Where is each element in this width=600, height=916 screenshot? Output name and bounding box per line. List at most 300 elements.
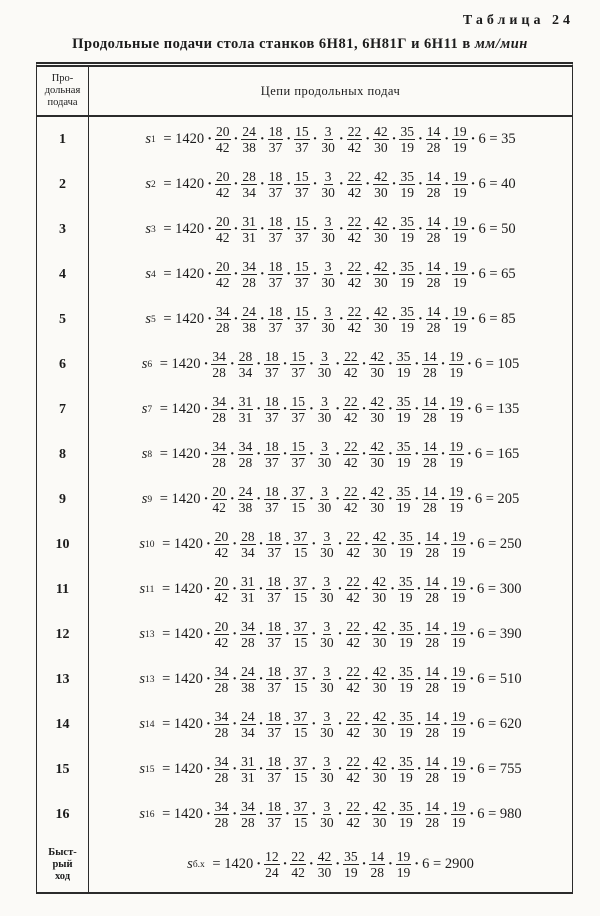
multiplication-dot: · (308, 446, 314, 462)
formula-text: = 1420 (159, 131, 205, 147)
fraction-numerator: 3 (321, 349, 328, 364)
fraction-numerator: 14 (425, 664, 440, 679)
multiplication-dot: · (229, 401, 235, 417)
gear-ratio-fraction (264, 349, 280, 380)
fraction-numerator: 3 (323, 799, 331, 814)
multiplication-dot: · (444, 311, 450, 327)
fraction-denominator: 19 (453, 320, 467, 335)
gear-ratio-fraction (369, 484, 385, 515)
gear-ratio-fraction (396, 394, 412, 425)
multiplication-dot: · (467, 446, 472, 462)
fraction-numerator: 28 (242, 169, 256, 184)
multiplication-dot: · (440, 356, 446, 372)
fraction-numerator: 22 (347, 304, 362, 319)
fraction-numerator: 20 (216, 259, 230, 274)
multiplication-dot: · (203, 356, 209, 372)
fraction-denominator: 28 (425, 635, 440, 650)
fraction-denominator: 34 (242, 185, 256, 200)
fraction-denominator: 37 (267, 680, 281, 695)
fraction-denominator: 28 (425, 590, 439, 605)
fraction-numerator: 37 (293, 529, 308, 544)
fraction-numerator: 31 (238, 394, 253, 409)
gear-ratio-fraction (214, 709, 230, 740)
gear-ratio-fraction (240, 574, 256, 605)
fraction-denominator: 28 (425, 545, 440, 560)
gear-ratio-fraction (293, 619, 309, 650)
fraction-denominator: 42 (346, 725, 360, 740)
gear-ratio-fraction (290, 349, 306, 380)
fraction-numerator: 19 (451, 799, 466, 814)
multiplication-dot: · (207, 266, 213, 282)
fraction-denominator: 37 (268, 140, 283, 155)
gear-ratio-fraction (241, 304, 257, 335)
fraction-denominator: 31 (238, 410, 253, 425)
gear-ratio-fraction (425, 619, 441, 650)
multiplication-dot: · (443, 806, 448, 822)
multiplication-dot: · (364, 761, 369, 777)
fraction-numerator: 19 (453, 259, 467, 274)
fraction-denominator: 19 (451, 590, 466, 605)
gear-ratio-fraction (319, 709, 335, 740)
multiplication-dot: · (312, 131, 318, 147)
fraction-numerator: 14 (426, 169, 441, 184)
fraction-denominator: 30 (321, 230, 335, 245)
multiplication-dot: · (338, 176, 344, 192)
fraction-numerator: 18 (267, 619, 281, 634)
column-header-feed-line: Про- (51, 73, 74, 84)
multiplication-dot: · (364, 536, 369, 552)
feed-chain-formula: s 1 = 1420 · $\frac{20}{42}$ · $\frac{24}{38}$ · $\frac{18}{37}$ · $\frac{15}{37}$ · $\frac{3}{30}$ · $\frac{22}{42}$ · $\frac{42}{30}$ · $\frac{35}{19}$ · $\frac{14}{28}$ · $\frac{19}{19}$ · 6 = 35 (145, 124, 516, 155)
gear-ratio-fraction (241, 124, 257, 155)
fraction-denominator: 42 (346, 815, 360, 830)
page-title (0, 36, 600, 53)
formula-text: 6 = 300 (477, 581, 522, 597)
fraction-denominator: 30 (317, 410, 332, 425)
feed-chain-formula: s 10 = 1420 · $\frac{20}{42}$ · $\frac{28}{34}$ · $\frac{18}{37}$ · $\frac{37}{15}$ · $\frac{3}{30}$ · $\frac{22}{42}$ · $\frac{42}{30}$ · $\frac{35}{19}$ · $\frac{14}{28}$ · $\frac{19}{19}$ · 6 = 250 (139, 529, 522, 560)
gear-ratio-fraction (426, 304, 442, 335)
fraction-numerator: 34 (214, 754, 229, 769)
multiplication-dot: · (469, 671, 475, 687)
multiplication-dot: · (443, 536, 448, 552)
gear-ratio-fraction (396, 484, 412, 515)
fraction-denominator: 19 (451, 770, 466, 785)
multiplication-dot: · (205, 536, 211, 552)
fraction-denominator: 42 (346, 590, 360, 605)
fraction-numerator: 42 (372, 664, 387, 679)
multiplication-dot: · (232, 806, 238, 822)
fraction-denominator: 28 (238, 455, 253, 470)
multiplication-dot: · (259, 131, 265, 147)
multiplication-dot: · (284, 626, 290, 642)
multiplication-dot: · (203, 491, 209, 507)
multiplication-dot: · (284, 536, 290, 552)
multiplication-dot: · (256, 401, 262, 417)
fraction-numerator: 18 (265, 349, 279, 364)
fraction-numerator: 28 (241, 529, 255, 544)
fraction-numerator: 3 (324, 304, 332, 319)
feed-number-cell (37, 837, 89, 892)
feed-chain-formula: s 13 = 1420 · $\frac{20}{42}$ · $\frac{34}{28}$ · $\frac{18}{37}$ · $\frac{37}{15}$ · $\frac{3}{30}$ · $\frac{22}{42}$ · $\frac{42}{30}$ · $\frac{35}{19}$ · $\frac{14}{28}$ · $\frac{19}{19}$ · 6 = 390 (139, 619, 522, 650)
formula-text: 6 = 390 (477, 626, 522, 642)
multiplication-dot: · (364, 671, 369, 687)
multiplication-dot: · (387, 856, 393, 872)
multiplication-dot: · (312, 266, 318, 282)
fraction-denominator: 37 (265, 365, 279, 380)
gear-ratio-fraction (398, 664, 414, 695)
gear-ratio-fraction (320, 259, 336, 290)
fraction-numerator: 14 (426, 214, 441, 229)
feed-chain-formula: s 13 = 1420 · $\frac{34}{28}$ · $\frac{24}{38}$ · $\frac{18}{37}$ · $\frac{37}{15}$ · $\frac{3}{30}$ · $\frac{22}{42}$ · $\frac{42}{30}$ · $\frac{35}{19}$ · $\frac{14}{28}$ · $\frac{19}{19}$ · 6 = 510 (139, 664, 522, 695)
gear-ratio-fraction (347, 169, 363, 200)
formula-text: 6 = 135 (474, 401, 520, 417)
formula-text: 6 = 2900 (422, 856, 474, 872)
multiplication-dot: · (258, 536, 264, 552)
fraction-denominator: 42 (344, 455, 358, 470)
fraction-numerator: 20 (216, 169, 230, 184)
multiplication-dot: · (469, 716, 475, 732)
formula-variable: s (145, 266, 151, 282)
multiplication-dot: · (365, 221, 371, 237)
fraction-numerator: 15 (295, 124, 309, 139)
multiplication-dot: · (203, 446, 209, 462)
feed-number-cell: 5 (37, 297, 89, 342)
gear-ratio-fraction (211, 439, 227, 470)
fraction-numerator: 15 (291, 439, 305, 454)
feed-number-cell: 11 (37, 567, 89, 612)
fraction-numerator: 3 (321, 484, 328, 499)
fraction-numerator: 3 (323, 619, 331, 634)
multiplication-dot: · (312, 176, 318, 192)
gear-ratio-fraction (425, 754, 441, 785)
multiplication-dot: · (284, 581, 290, 597)
fraction-numerator: 20 (216, 124, 230, 139)
feed-number-cell: 9 (37, 477, 89, 522)
fraction-numerator: 3 (324, 169, 332, 184)
multiplication-dot: · (284, 806, 290, 822)
fraction-numerator: 20 (214, 619, 229, 634)
fraction-denominator: 28 (423, 365, 437, 380)
fraction-denominator: 19 (396, 455, 411, 470)
fraction-numerator: 35 (399, 664, 413, 679)
gear-ratio-fraction (396, 849, 412, 880)
multiplication-dot: · (259, 266, 265, 282)
fraction-denominator: 19 (344, 865, 358, 880)
fraction-denominator: 30 (320, 635, 334, 650)
multiplication-dot: · (365, 131, 371, 147)
multiplication-dot: · (338, 266, 344, 282)
fraction-numerator: 22 (346, 709, 360, 724)
gear-ratio-fraction (346, 619, 362, 650)
gear-ratio-fraction (372, 529, 388, 560)
fraction-denominator: 42 (344, 410, 358, 425)
fraction-numerator: 24 (241, 709, 255, 724)
multiplication-dot: · (205, 626, 211, 642)
formula-variable: s (145, 176, 151, 192)
multiplication-dot: · (286, 221, 292, 237)
formula-text: = 1420 (156, 356, 201, 372)
feed-chain-formula: s 8 = 1420 · $\frac{34}{28}$ · $\frac{34}{28}$ · $\frac{18}{37}$ · $\frac{15}{37}$ · $\frac{3}{30}$ · $\frac{22}{42}$ · $\frac{42}{30}$ · $\frac{35}{19}$ · $\frac{14}{28}$ · $\frac{19}{19}$ · 6 = 165 (141, 439, 520, 470)
fraction-numerator: 37 (293, 574, 308, 589)
fraction-numerator: 22 (344, 439, 358, 454)
gear-ratio-fraction (264, 439, 280, 470)
multiplication-dot: · (390, 761, 396, 777)
table-row (37, 117, 572, 162)
gear-ratio-fraction (294, 304, 310, 335)
multiplication-dot: · (232, 716, 238, 732)
gear-ratio-fraction (238, 349, 254, 380)
formula-text: = 1420 (158, 581, 203, 597)
feed-chain-formula: s 16 = 1420 · $\frac{34}{28}$ · $\frac{34}{28}$ · $\frac{18}{37}$ · $\frac{37}{15}$ · $\frac{3}{30}$ · $\frac{22}{42}$ · $\frac{42}{30}$ · $\frac{35}{19}$ · $\frac{14}{28}$ · $\frac{19}{19}$ · 6 = 980 (139, 799, 522, 830)
multiplication-dot: · (387, 356, 393, 372)
feed-number-cell: 2 (37, 162, 89, 207)
fraction-denominator: 30 (320, 545, 334, 560)
gear-ratio-fraction (399, 124, 415, 155)
fraction-denominator: 28 (242, 275, 256, 290)
feed-number-line: рый (52, 858, 73, 870)
gear-ratio-fraction (266, 574, 282, 605)
multiplication-dot: · (207, 221, 213, 237)
multiplication-dot: · (282, 356, 288, 372)
fraction-numerator: 20 (212, 484, 226, 499)
formula-variable: s (145, 131, 151, 147)
multiplication-dot: · (444, 176, 450, 192)
multiplication-dot: · (286, 266, 292, 282)
fraction-denominator: 28 (423, 410, 437, 425)
multiplication-dot: · (414, 356, 420, 372)
fraction-denominator: 37 (268, 320, 283, 335)
fraction-numerator: 3 (323, 529, 331, 544)
gear-ratio-fraction (241, 259, 257, 290)
fraction-denominator: 28 (425, 770, 440, 785)
fraction-denominator: 30 (319, 590, 334, 605)
fraction-denominator: 37 (295, 275, 309, 290)
fraction-denominator: 30 (372, 635, 387, 650)
formula-text: 6 = 50 (478, 221, 516, 237)
gear-ratio-fraction (372, 754, 388, 785)
fraction-denominator: 42 (216, 275, 230, 290)
fraction-numerator: 14 (423, 394, 437, 409)
fraction-numerator: 34 (242, 259, 256, 274)
multiplication-dot: · (337, 806, 343, 822)
multiplication-dot: · (337, 716, 343, 732)
multiplication-dot: · (390, 581, 396, 597)
formula-text: = 1420 (158, 806, 203, 822)
fraction-denominator: 19 (399, 680, 413, 695)
table-row (37, 477, 572, 522)
gear-ratio-fraction (215, 214, 231, 245)
fraction-denominator: 28 (425, 725, 440, 740)
fraction-numerator: 24 (241, 664, 255, 679)
fraction-denominator: 19 (449, 410, 463, 425)
gear-ratio-fraction (240, 664, 256, 695)
gear-ratio-fraction (268, 259, 284, 290)
fraction-numerator: 19 (451, 619, 466, 634)
fraction-numerator: 14 (425, 754, 440, 769)
gear-ratio-fraction (346, 664, 362, 695)
gear-ratio-fraction (346, 709, 362, 740)
fraction-denominator: 30 (370, 410, 384, 425)
multiplication-dot: · (312, 221, 318, 237)
fraction-numerator: 42 (372, 529, 387, 544)
fraction-denominator: 19 (453, 275, 467, 290)
fraction-numerator: 18 (268, 214, 283, 229)
fraction-numerator: 34 (214, 709, 229, 724)
table-row (37, 252, 572, 297)
multiplication-dot: · (391, 131, 397, 147)
multiplication-dot: · (365, 311, 371, 327)
multiplication-dot: · (470, 311, 476, 327)
fraction-denominator: 37 (295, 230, 309, 245)
fraction-denominator: 30 (317, 455, 332, 470)
fraction-denominator: 19 (451, 815, 466, 830)
formula-text: = 1420 (158, 536, 203, 552)
gear-ratio-fraction (290, 439, 306, 470)
fraction-numerator: 24 (242, 304, 256, 319)
multiplication-dot: · (284, 671, 290, 687)
multiplication-dot: · (467, 491, 472, 507)
fraction-numerator: 42 (374, 124, 388, 139)
fraction-denominator: 42 (216, 140, 230, 155)
gear-ratio-fraction (451, 574, 467, 605)
fraction-numerator: 22 (346, 754, 360, 769)
gear-ratio-fraction (290, 849, 306, 880)
feed-number-cell: 8 (37, 432, 89, 477)
multiplication-dot: · (416, 716, 422, 732)
multiplication-dot: · (390, 806, 396, 822)
table-row (37, 702, 572, 747)
fraction-denominator: 42 (344, 365, 358, 380)
fraction-numerator: 22 (346, 664, 360, 679)
multiplication-dot: · (391, 176, 397, 192)
fraction-denominator: 30 (321, 140, 335, 155)
multiplication-dot: · (232, 626, 238, 642)
gear-ratio-fraction (452, 214, 468, 245)
fraction-denominator: 28 (214, 725, 229, 740)
fraction-denominator: 28 (212, 455, 226, 470)
formula-text: = 1420 (159, 266, 205, 282)
multiplication-dot: · (259, 311, 265, 327)
gear-ratio-fraction (320, 304, 336, 335)
gear-ratio-fraction (343, 349, 359, 380)
formula-text: 6 = 980 (477, 806, 522, 822)
fraction-denominator: 42 (346, 770, 360, 785)
multiplication-dot: · (361, 491, 367, 507)
fraction-denominator: 19 (396, 500, 411, 515)
fraction-numerator: 14 (423, 349, 437, 364)
fraction-denominator: 37 (265, 500, 279, 515)
gear-ratio-fraction (241, 214, 257, 245)
formula-text: = 1420 (156, 446, 201, 462)
fraction-denominator: 30 (372, 545, 387, 560)
column-header-feed (37, 67, 89, 115)
gear-ratio-fraction (317, 439, 333, 470)
fraction-numerator: 35 (399, 754, 413, 769)
formula-text: 6 = 250 (477, 536, 522, 552)
fraction-denominator: 19 (449, 500, 463, 515)
gear-ratio-fraction (215, 259, 231, 290)
formula-text: = 1420 (158, 671, 203, 687)
gear-ratio-fraction (266, 754, 282, 785)
gear-ratio-fraction (294, 124, 310, 155)
fraction-numerator: 35 (396, 484, 411, 499)
gear-ratio-fraction (373, 304, 389, 335)
multiplication-dot: · (390, 671, 396, 687)
gear-ratio-fraction (317, 394, 333, 425)
gear-ratio-fraction (214, 529, 230, 560)
fraction-numerator: 22 (344, 394, 358, 409)
fraction-denominator: 28 (214, 770, 229, 785)
multiplication-dot: · (467, 356, 472, 372)
gear-ratio-fraction (211, 484, 227, 515)
fraction-denominator: 37 (295, 185, 309, 200)
fraction-numerator: 15 (291, 394, 305, 409)
multiplication-dot: · (311, 626, 317, 642)
gear-ratio-fraction (372, 799, 388, 830)
fraction-denominator: 30 (370, 365, 384, 380)
fraction-denominator: 28 (241, 635, 255, 650)
multiplication-dot: · (387, 401, 393, 417)
table-row (37, 792, 572, 837)
fraction-denominator: 19 (399, 770, 413, 785)
multiplication-dot: · (258, 806, 264, 822)
table-row (37, 342, 572, 387)
fraction-numerator: 19 (451, 709, 466, 724)
fraction-denominator: 37 (267, 635, 281, 650)
gear-ratio-fraction (398, 529, 414, 560)
fraction-numerator: 14 (425, 574, 439, 589)
gear-ratio-fraction (268, 214, 284, 245)
formula-text: 6 = 755 (477, 761, 522, 777)
gear-ratio-fraction (290, 394, 306, 425)
formula-variable: s (139, 806, 145, 822)
gear-ratio-fraction (240, 619, 256, 650)
fraction-denominator: 19 (453, 185, 467, 200)
multiplication-dot: · (390, 626, 396, 642)
multiplication-dot: · (361, 446, 367, 462)
fraction-denominator: 37 (295, 320, 309, 335)
formula-variable: s (139, 536, 145, 552)
gear-ratio-fraction (343, 394, 359, 425)
gear-ratio-fraction (452, 259, 468, 290)
table-row (37, 612, 572, 657)
fraction-numerator: 14 (423, 439, 437, 454)
table-row (37, 297, 572, 342)
multiplication-dot: · (338, 311, 344, 327)
fraction-denominator: 28 (212, 410, 226, 425)
gear-ratio-fraction (424, 574, 440, 605)
fraction-numerator: 42 (372, 709, 387, 724)
formula-text: 6 = 65 (478, 266, 516, 282)
formula-variable: s (141, 356, 148, 372)
gear-ratio-fraction (452, 124, 468, 155)
multiplication-dot: · (443, 626, 448, 642)
table-row (37, 207, 572, 252)
gear-ratio-fraction (317, 484, 333, 515)
formula-variable: s (139, 761, 145, 777)
fraction-numerator: 19 (451, 529, 466, 544)
gear-ratio-fraction (319, 529, 335, 560)
fraction-numerator: 15 (295, 304, 309, 319)
gear-ratio-fraction (241, 169, 257, 200)
multiplication-dot: · (361, 401, 367, 417)
gear-ratio-fraction (422, 394, 438, 425)
multiplication-dot: · (416, 626, 422, 642)
fraction-numerator: 31 (242, 214, 256, 229)
fraction-numerator: 34 (212, 439, 226, 454)
fraction-denominator: 28 (423, 500, 437, 515)
feed-number-cell: 15 (37, 747, 89, 792)
fraction-denominator: 19 (399, 815, 413, 830)
